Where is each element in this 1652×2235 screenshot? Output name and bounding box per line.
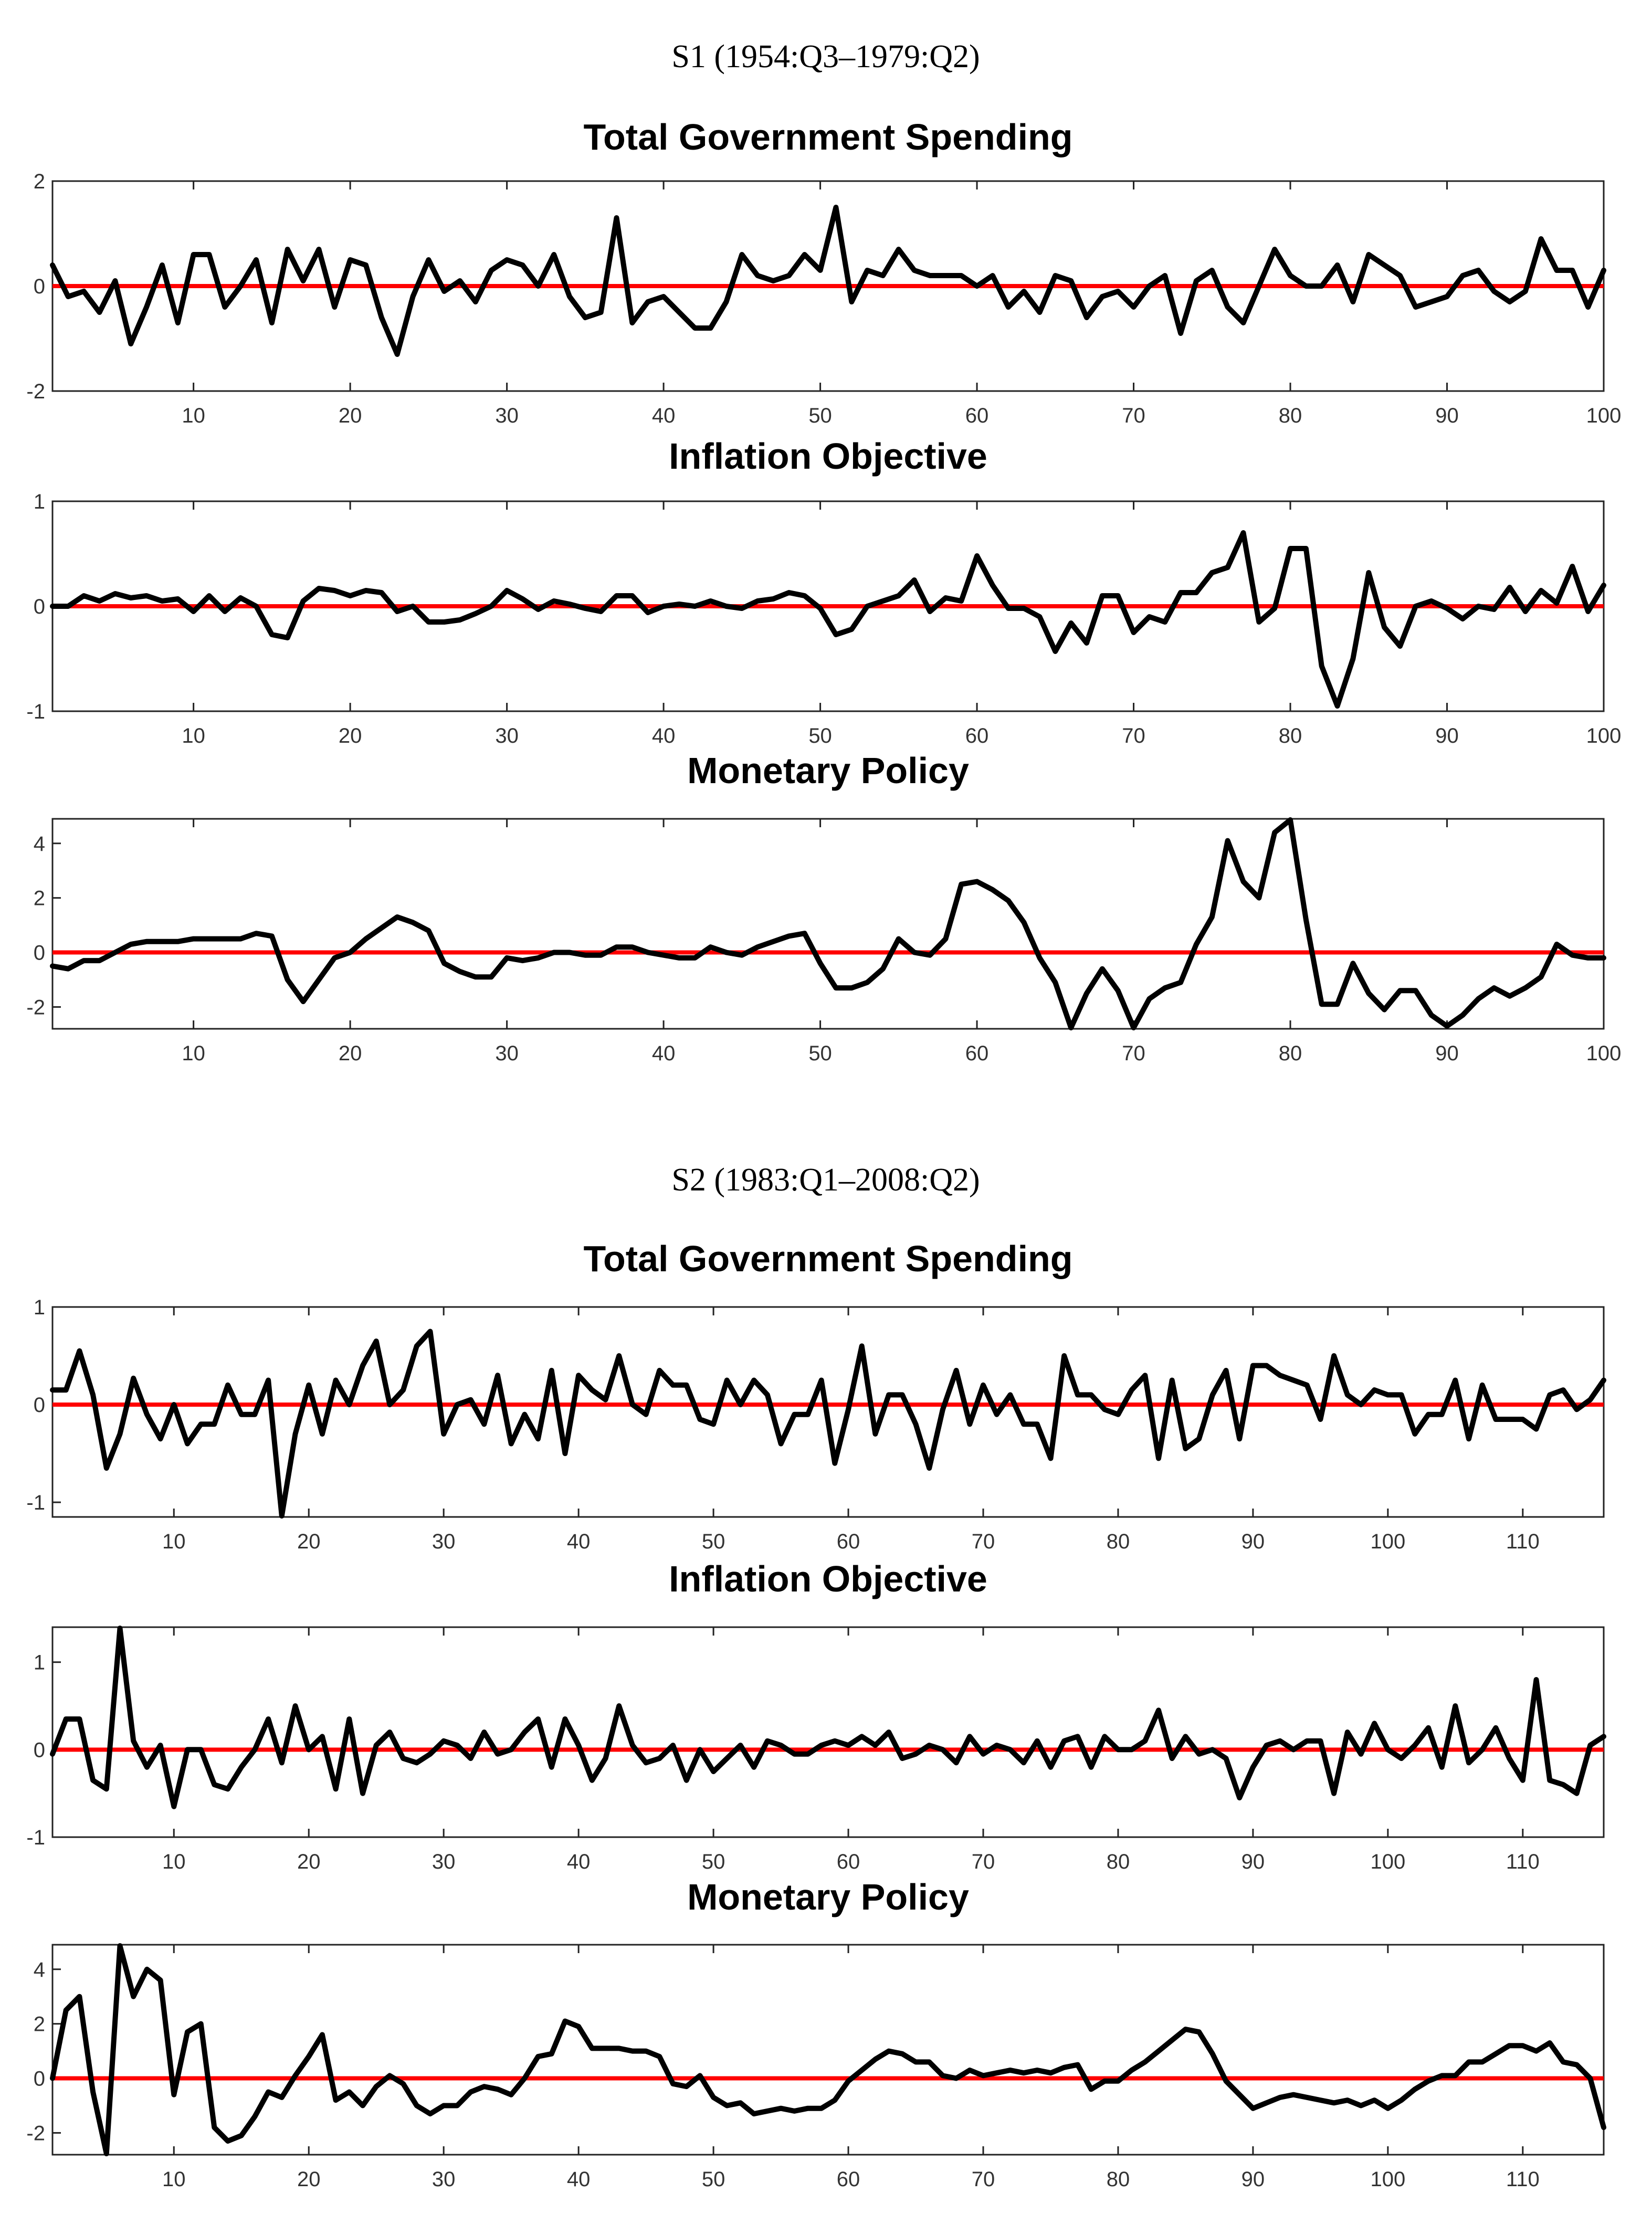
x-tick-label: 50 [808,1042,832,1065]
x-tick-label: 80 [1106,1530,1130,1553]
x-tick-label: 110 [1506,1530,1540,1553]
y-tick-label: 2 [33,887,45,910]
x-tick-label: 40 [566,1530,591,1553]
x-tick-label: 10 [162,1850,186,1873]
x-tick-label: 20 [297,1530,321,1553]
chart-title: Inflation Objective [669,1558,987,1599]
x-tick-label: 40 [651,1042,676,1065]
x-tick-label: 70 [971,1530,995,1553]
x-tick-label: 30 [495,404,519,427]
x-tick-label: 20 [297,2168,321,2191]
chart-panel-0 [26,117,1621,427]
x-tick-label: 90 [1435,724,1459,747]
chart-panel-1 [26,436,1621,747]
x-tick-label: 40 [651,724,676,747]
x-tick-label: 20 [297,1850,321,1873]
x-tick-label: 50 [808,724,832,747]
y-tick-label: 2 [33,170,45,193]
x-tick-label: 70 [1122,724,1145,747]
x-tick-label: 100 [1370,2168,1406,2191]
y-tick-label: 0 [33,595,45,618]
x-tick-label: 70 [971,1850,995,1873]
y-tick-label: 4 [33,832,45,856]
x-tick-label: 70 [971,2168,995,2191]
x-tick-label: 60 [965,1042,989,1065]
y-tick-label: 1 [33,1651,45,1674]
x-tick-label: 40 [651,404,676,427]
x-tick-label: 20 [338,404,362,427]
chart-title: Total Government Spending [583,117,1073,157]
x-tick-label: 90 [1435,1042,1459,1065]
x-tick-label: 30 [432,2168,456,2191]
x-tick-label: 40 [566,2168,591,2191]
y-tick-label: -1 [26,1826,45,1849]
section-title-s1: S1 (1954:Q3–1979:Q2) [671,39,980,75]
x-tick-label: 70 [1122,404,1145,427]
x-tick-label: 50 [701,1530,725,1553]
x-tick-label: 80 [1278,404,1302,427]
y-tick-label: 0 [33,2067,45,2091]
x-tick-label: 80 [1278,724,1302,747]
x-tick-label: 90 [1241,2168,1265,2191]
x-tick-label: 30 [432,1850,456,1873]
chart-panel-5 [26,1876,1604,2191]
x-tick-label: 90 [1241,1850,1265,1873]
chart-panel-2 [26,750,1621,1065]
x-tick-label: 90 [1435,404,1459,427]
x-tick-label: 10 [162,2168,186,2191]
x-tick-label: 100 [1586,1042,1622,1065]
x-tick-label: 80 [1106,2168,1130,2191]
x-tick-label: 60 [965,404,989,427]
x-tick-label: 10 [182,404,205,427]
x-tick-label: 80 [1106,1850,1130,1873]
y-tick-label: 0 [33,275,45,298]
x-tick-label: 10 [182,1042,205,1065]
chart-title: Monetary Policy [687,750,969,791]
x-tick-label: 60 [836,1530,860,1553]
x-tick-label: 10 [182,724,205,747]
y-tick-label: -1 [26,1491,45,1515]
chart-title: Total Government Spending [583,1238,1073,1279]
chart-panel-4 [26,1558,1604,1873]
x-tick-label: 60 [836,2168,860,2191]
y-tick-label: 1 [33,1296,45,1319]
y-tick-label: -2 [26,2122,45,2145]
x-tick-label: 100 [1586,724,1622,747]
plot-frame [52,1945,1604,2155]
x-tick-label: 20 [338,1042,362,1065]
y-tick-label: 4 [33,1958,45,1981]
y-tick-label: -2 [26,996,45,1019]
x-tick-label: 80 [1278,1042,1302,1065]
x-tick-label: 110 [1506,1850,1540,1873]
x-tick-label: 30 [432,1530,456,1553]
x-tick-label: 100 [1586,404,1622,427]
y-tick-label: -2 [26,380,45,403]
y-tick-label: 2 [33,2012,45,2036]
x-tick-label: 60 [965,724,989,747]
x-tick-label: 110 [1506,2168,1540,2191]
x-tick-label: 50 [808,404,832,427]
y-tick-label: 0 [33,1738,45,1762]
x-tick-label: 50 [701,1850,725,1873]
chart-panel-3 [26,1238,1604,1553]
y-tick-label: -1 [26,700,45,723]
x-tick-label: 90 [1241,1530,1265,1553]
chart-title: Monetary Policy [687,1876,969,1917]
x-tick-label: 40 [566,1850,591,1873]
x-tick-label: 100 [1370,1530,1406,1553]
panels [26,117,1621,2191]
x-tick-label: 100 [1370,1850,1406,1873]
x-tick-label: 60 [836,1850,860,1873]
x-tick-label: 30 [495,1042,519,1065]
x-tick-label: 70 [1122,1042,1145,1065]
y-tick-label: 0 [33,1394,45,1417]
chart-title: Inflation Objective [669,436,987,477]
y-tick-label: 0 [33,941,45,965]
x-tick-label: 50 [701,2168,725,2191]
x-tick-label: 30 [495,724,519,747]
x-tick-label: 20 [338,724,362,747]
section-title-s2: S2 (1983:Q1–2008:Q2) [671,1162,980,1198]
x-tick-label: 10 [162,1530,186,1553]
y-tick-label: 1 [33,490,45,513]
